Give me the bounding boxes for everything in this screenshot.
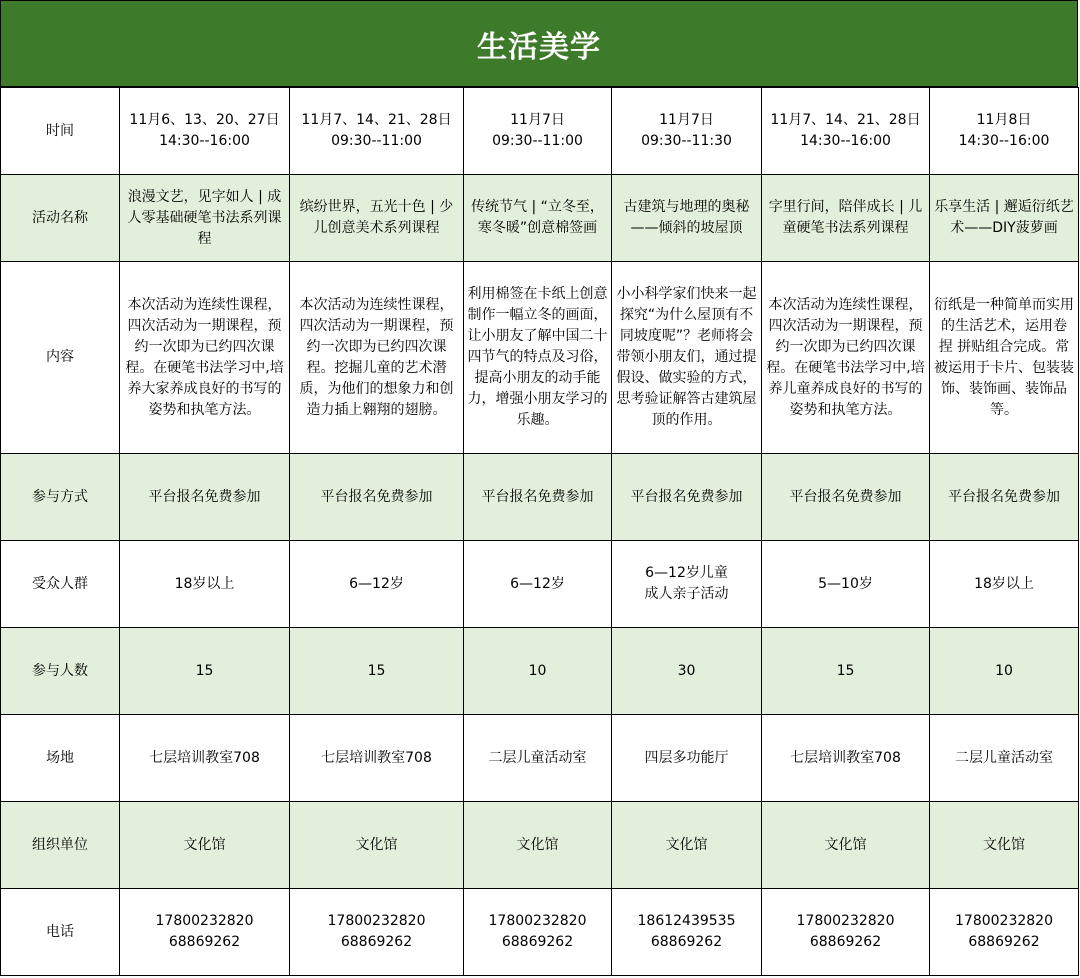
table-cell: 15: [762, 628, 930, 715]
table-cell: 6—12岁儿童 成人亲子活动: [612, 541, 762, 628]
table-cell: 17800232820 68869262: [290, 889, 464, 976]
table-cell: 11月8日 14:30--16:00: [930, 88, 1079, 175]
table-cell: 平台报名免费参加: [930, 454, 1079, 541]
row-headcount: [1, 628, 1079, 715]
title-bar: [0, 0, 1078, 87]
row-organizer: [1, 802, 1079, 889]
row-label: 参与方式: [1, 454, 120, 541]
table-cell: 17800232820 68869262: [930, 889, 1079, 976]
table-cell: 10: [464, 628, 612, 715]
row-label: 内容: [1, 262, 120, 454]
table-cell: 二层儿童活动室: [464, 715, 612, 802]
table-cell: 11月7、14、21、28日 14:30--16:00: [762, 88, 930, 175]
table-cell: 平台报名免费参加: [290, 454, 464, 541]
table-cell: 18612439535 68869262: [612, 889, 762, 976]
row-label: 活动名称: [1, 175, 120, 262]
table-cell: 本次活动为连续性课程，四次活动为一期课程，预约一次即为已约四次课程。在硬笔书法学习中,培养大家养成良好的书写的姿势和执笔方法。: [120, 262, 290, 454]
row-label: 组织单位: [1, 802, 120, 889]
table-cell: 古建筑与地理的奥秘——倾斜的坡屋顶: [612, 175, 762, 262]
table-cell: 文化馆: [930, 802, 1079, 889]
row-label: 参与人数: [1, 628, 120, 715]
table-cell: 四层多功能厅: [612, 715, 762, 802]
table-cell: 文化馆: [762, 802, 930, 889]
table-cell: 18岁以上: [930, 541, 1079, 628]
table-cell: 11月7日 09:30--11:30: [612, 88, 762, 175]
table-cell: 10: [930, 628, 1079, 715]
table-cell: 文化馆: [120, 802, 290, 889]
row-label: 时间: [1, 88, 120, 175]
table-cell: 11月7日 09:30--11:00: [464, 88, 612, 175]
table-cell: 本次活动为连续性课程，四次活动为一期课程，预约一次即为已约四次课程。在硬笔书法学习中,培养儿童养成良好的书写的姿势和执笔方法。: [762, 262, 930, 454]
row-participation: [1, 454, 1079, 541]
table-cell: 七层培训教室708: [120, 715, 290, 802]
table-cell: 15: [120, 628, 290, 715]
row-time: [1, 88, 1079, 175]
table-cell: 七层培训教室708: [762, 715, 930, 802]
table-cell: 平台报名免费参加: [464, 454, 612, 541]
table-cell: 本次活动为连续性课程，四次活动为一期课程，预约一次即为已约四次课程。挖掘儿童的艺术潜质，为他们的想象力和创造力插上翱翔的翅膀。: [290, 262, 464, 454]
table-cell: 二层儿童活动室: [930, 715, 1079, 802]
table-cell: 6—12岁: [464, 541, 612, 628]
table-cell: 18岁以上: [120, 541, 290, 628]
table-cell: 浪漫文艺，见字如人 | 成人零基础硬笔书法系列课程: [120, 175, 290, 262]
table-cell: 17800232820 68869262: [464, 889, 612, 976]
row-activity-name: [1, 175, 1079, 262]
table-cell: 利用棉签在卡纸上创意制作一幅立冬的画面，让小朋友了解中国二十四节气的特点及习俗，提高小朋友的动手能力，增强小朋友学习的乐趣。: [464, 262, 612, 454]
table-cell: 字里行间，陪伴成长 | 儿童硬笔书法系列课程: [762, 175, 930, 262]
row-content: [1, 262, 1079, 454]
table-cell: 6—12岁: [290, 541, 464, 628]
table-cell: 文化馆: [464, 802, 612, 889]
row-label: 场地: [1, 715, 120, 802]
table-cell: 小小科学家们快来一起探究“为什么屋顶有不同坡度呢”？老师将会带领小朋友们，通过提假设、做实验的方式，思考验证解答古建筑屋顶的作用。: [612, 262, 762, 454]
row-phone: [1, 889, 1079, 976]
table-cell: 11月7、14、21、28日 09:30--11:00: [290, 88, 464, 175]
table-cell: 平台报名免费参加: [762, 454, 930, 541]
table-cell: 平台报名免费参加: [612, 454, 762, 541]
table-cell: 11月6、13、20、27日 14:30--16:00: [120, 88, 290, 175]
row-label: 受众人群: [1, 541, 120, 628]
table-cell: 30: [612, 628, 762, 715]
table-cell: 七层培训教室708: [290, 715, 464, 802]
table-cell: 17800232820 68869262: [120, 889, 290, 976]
table-cell: 文化馆: [612, 802, 762, 889]
table-cell: 衍纸是一种简单而实用的生活艺术，运用卷 捏 拼贴组合完成。常被运用于卡片、包装装饰、装饰画、装饰品等。: [930, 262, 1079, 454]
table-cell: 17800232820 68869262: [762, 889, 930, 976]
activity-table: [0, 87, 1079, 976]
table-cell: 乐享生活 | 邂逅衍纸艺术——DIY菠萝画: [930, 175, 1079, 262]
row-venue: [1, 715, 1079, 802]
page-title: 生活美学: [477, 29, 601, 65]
row-audience: [1, 541, 1079, 628]
table-cell: 缤纷世界，五光十色 | 少儿创意美术系列课程: [290, 175, 464, 262]
table-cell: 15: [290, 628, 464, 715]
table-cell: 文化馆: [290, 802, 464, 889]
table-cell: 传统节气 | “立冬至，寒冬暖”创意棉签画: [464, 175, 612, 262]
row-label: 电话: [1, 889, 120, 976]
table-cell: 5—10岁: [762, 541, 930, 628]
table-cell: 平台报名免费参加: [120, 454, 290, 541]
